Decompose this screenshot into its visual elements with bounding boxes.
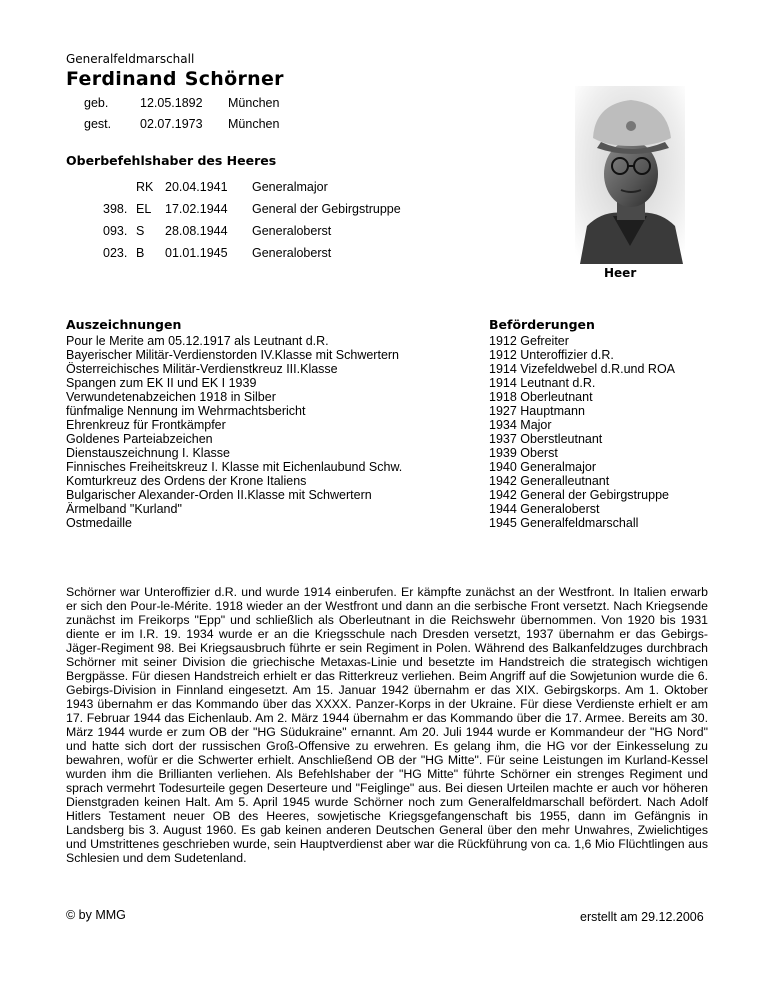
list-item: Bayerischer Militär-Verdienstorden IV.Klasse mit Schwertern	[66, 348, 400, 362]
list-item: 1944 Generaloberst	[489, 502, 600, 516]
list-item: 1912 Unteroffizier d.R.	[489, 348, 614, 362]
birth-date: 12.05.1892	[140, 96, 203, 110]
list-item: 1942 General der Gebirgstruppe	[489, 488, 669, 502]
first-name: Ferdinand	[66, 68, 177, 90]
list-item: 1927 Hauptmann	[489, 404, 585, 418]
death-place: München	[228, 117, 280, 131]
portrait-caption: Heer	[604, 266, 637, 280]
kc-number: 398.	[103, 202, 128, 216]
death-row	[84, 117, 279, 138]
list-item: Bulgarischer Alexander-Orden II.Klasse mit Schwertern	[66, 488, 372, 502]
list-item: Pour le Merite am 05.12.1917 als Leutnant d.R.	[66, 334, 329, 348]
person-name	[66, 68, 292, 90]
list-item: Goldenes Parteiabzeichen	[66, 432, 213, 446]
promotions-heading: Beförderungen	[489, 317, 595, 332]
kc-date: 17.02.1944	[165, 202, 228, 216]
kc-abbr: EL	[136, 202, 152, 216]
kc-rank: Generaloberst	[252, 246, 332, 260]
life-dates-table	[84, 96, 279, 138]
kc-rank: General der Gebirgstruppe	[252, 202, 401, 216]
list-item: fünfmalige Nennung im Wehrmachtsbericht	[66, 404, 306, 418]
list-item: Dienstauszeichnung I. Klasse	[66, 446, 230, 460]
awards-list	[66, 334, 402, 530]
kc-rank: Generaloberst	[252, 224, 332, 238]
list-item: 1934 Major	[489, 418, 552, 432]
ob-heading: Oberbefehlshaber des Heeres	[66, 153, 277, 168]
kc-abbr: B	[136, 246, 145, 260]
kc-date: 01.01.1945	[165, 246, 228, 260]
list-item: Finnisches Freiheitskreuz I. Klasse mit Eichenlaubund Schw.	[66, 460, 403, 474]
kc-abbr: S	[136, 224, 145, 238]
list-item: Komturkreuz des Ordens der Krone Italiens	[66, 474, 307, 488]
kc-number: 093.	[103, 224, 128, 238]
rank-title: Generalfeldmarschall	[66, 52, 195, 66]
birth-row	[84, 96, 279, 117]
kc-rank: Generalmajor	[252, 180, 328, 194]
list-item: 1939 Oberst	[489, 446, 558, 460]
list-item: 1945 Generalfeldmarschall	[489, 516, 639, 530]
kc-date: 28.08.1944	[165, 224, 228, 238]
awards-heading: Auszeichnungen	[66, 317, 182, 332]
promotions-list	[489, 334, 675, 530]
knight-cross-table	[103, 180, 401, 268]
knight-cross-row	[103, 224, 401, 246]
copyright: © by MMG	[66, 908, 126, 922]
list-item: 1914 Leutnant d.R.	[489, 376, 596, 390]
knight-cross-row	[103, 180, 401, 202]
knight-cross-row	[103, 202, 401, 224]
birth-place: München	[228, 96, 280, 110]
death-label: gest.	[84, 117, 112, 131]
list-item: Ehrenkreuz für Frontkämpfer	[66, 418, 226, 432]
list-item: 1942 Generalleutnant	[489, 474, 610, 488]
list-item: Ostmedaille	[66, 516, 132, 530]
list-item: 1914 Vizefeldwebel d.R.und ROA	[489, 362, 675, 376]
list-item: 1940 Generalmajor	[489, 460, 597, 474]
kc-abbr: RK	[136, 180, 154, 194]
portrait-photo	[575, 86, 685, 264]
biography-text: Schörner war Unteroffizier d.R. und wurde 1914 einberufen. Er kämpfte zunächst an der Westfront. In Italien erwarb er sich den Pour-le-Mérite. 1918 wieder an der Westfront und dann an die serbische Front versetzt. Nach Kriegsende zunächst im Freikorps "Epp" und schließlich als Oberleutnant in die Reichswehr übernommen. Von 1920 bis 1931 diente er im I.R. 19. 1934 wurde er an die Kriegsschule nach Dresden versetzt, 1937 übernahm er das Gebirgs-Jäger-Regiment 98. Bei Kriegsausbruch führte er sein Regiment in Polen. Während des Balkanfeldzuges durchbrach Schörner mit seiner Division die griechische Metaxas-Linie und besetzte im Handstreich die strategisch wichtigen Bergpässe. Für diesen Handstreich erhielt er das Ritterkreuz verliehen. Beim Angriff auf die Sowjetunion wurde die 6. Gebirgs-Division in Finnland eingesetzt. Am 15. Januar 1942 übernahm er das XIX. Gebirgskorps. Am 1. Oktober 1943 übernahm er das Kommando über das XXXX. Panzer-Korps in der Ukraine. Für diese Verdienste erhielt er am 17. Februar 1944 das Eichenlaub. Am 2. März 1944 übernahm er das Kommando über die 17. Armee. Bereits am 30. März 1944 wurde er zum OB der "HG Südukraine" ernannt. Am 20. Juli 1944 wurde er Kommandeur der "HG Nord" und hatte sich dort der russischen Groß-Offensive zu erwehren. Es gelang ihm, die HG vor der Einkesselung zu bewahren, wofür er die Schwerter erhielt. Anschließend OB der "HG Mitte". Für seine Leistungen im Kurland-Kessel wurden ihm die Brillianten verliehen. Als Befehlshaber der "HG Mitte" führte Schörner ein strenges Regiment und sprach vermehrt Todesurteile gegen Deserteure und "Feiglinge" aus. Bei diesen Urteilen machte er auch vor höheren Dienstgraden keinen Halt. Am 5. April 1945 wurde Schörner noch zum Generalfeldmarschall befördert. Nach Adolf Hitlers Testament neuer OB des Heeres, sowjetische Kriegsgefangenschaft bis 1955, dann im Gefängnis in Landsberg bis 3. August 1960. Es gab keinen anderen Deutschen General über den mehr Unwahres, Zwielichtiges und Umstrittenes geschrieben wurde, sein Hauptverdienst aber war die Rückführung von ca. 1,6 Mio Flüchtlingen aus Schlesien und dem Sudetenland.	[66, 585, 708, 865]
knight-cross-row	[103, 246, 401, 268]
death-date: 02.07.1973	[140, 117, 203, 131]
list-item: 1918 Oberleutnant	[489, 390, 593, 404]
list-item: Ärmelband "Kurland"	[66, 502, 182, 516]
list-item: 1912 Gefreiter	[489, 334, 569, 348]
list-item: 1937 Oberstleutnant	[489, 432, 603, 446]
list-item: Verwundetenabzeichen 1918 in Silber	[66, 390, 276, 404]
kc-number	[103, 180, 136, 202]
last-name: Schörner	[184, 68, 284, 90]
list-item: Österreichisches Militär-Verdienstkreuz III.Klasse	[66, 362, 338, 376]
kc-number: 023.	[103, 246, 128, 260]
birth-label: geb.	[84, 96, 109, 110]
kc-date: 20.04.1941	[165, 180, 228, 194]
created-date: erstellt am 29.12.2006	[580, 910, 704, 924]
list-item: Spangen zum EK II und EK I 1939	[66, 376, 257, 390]
